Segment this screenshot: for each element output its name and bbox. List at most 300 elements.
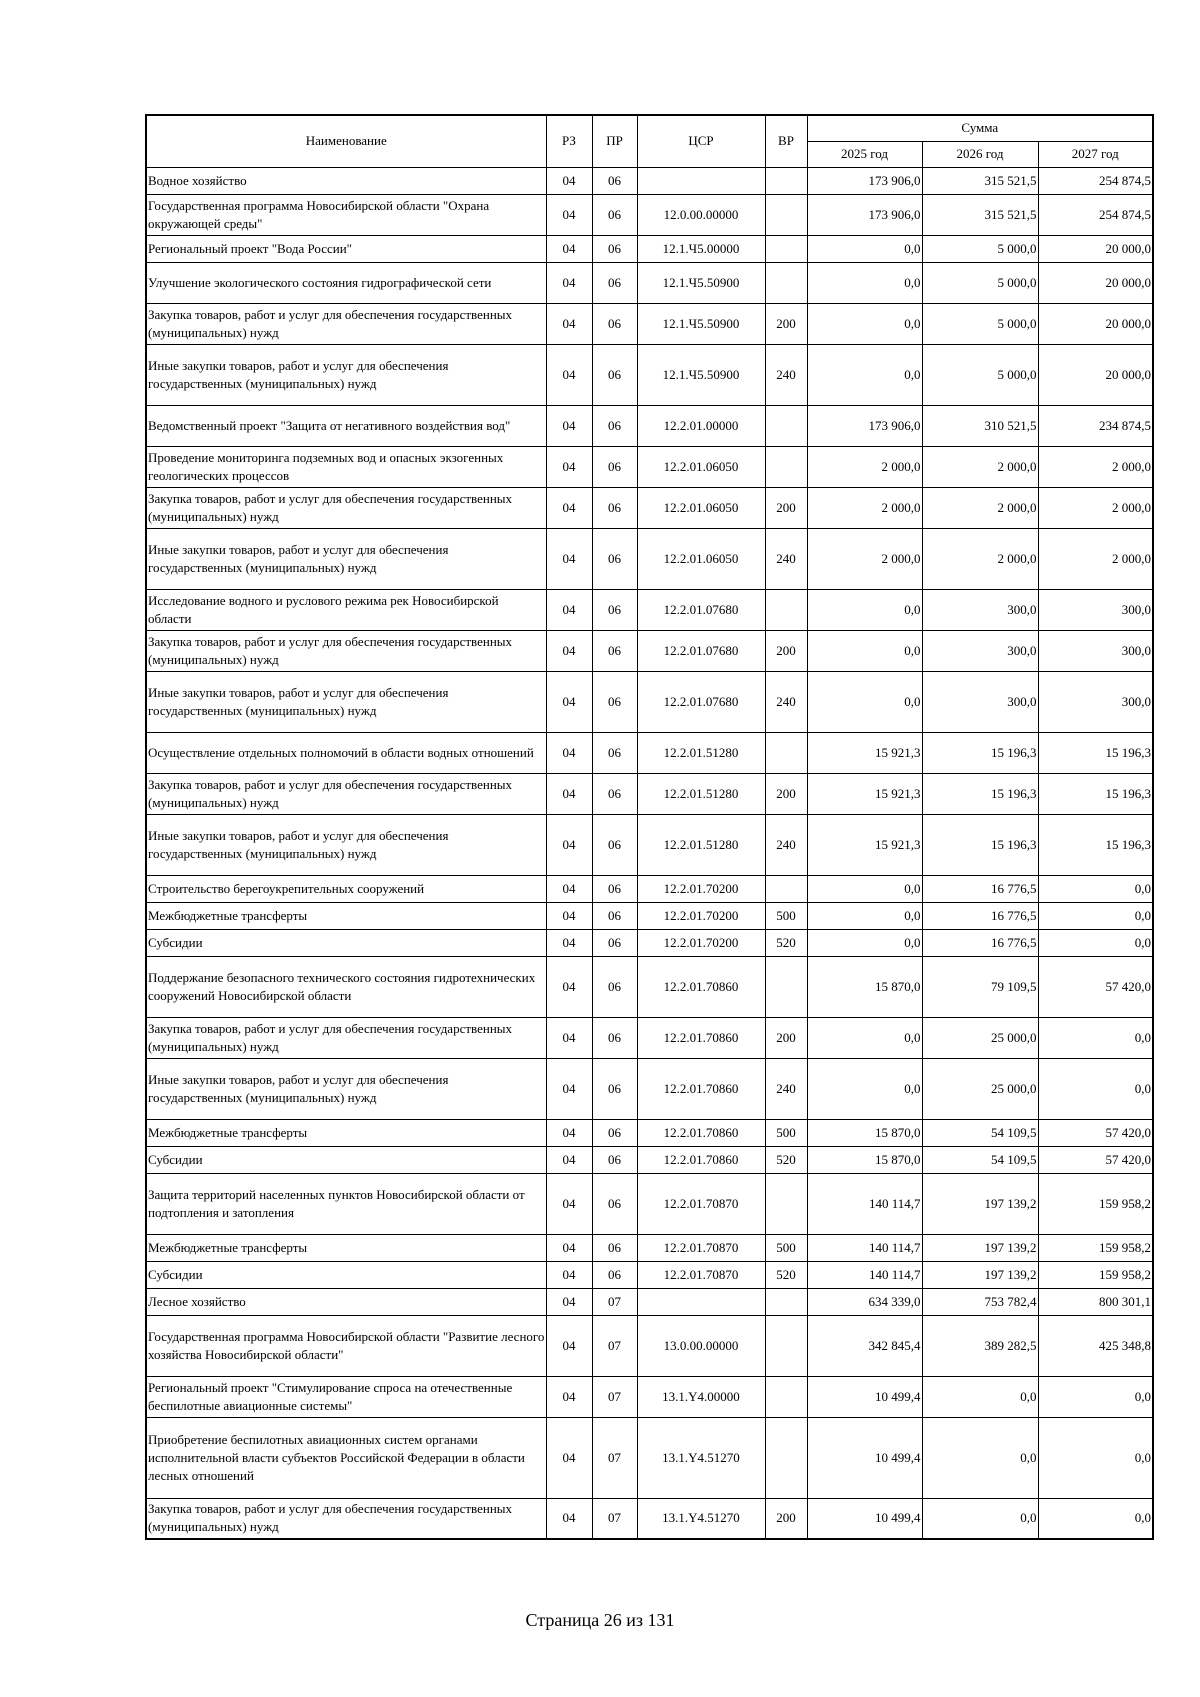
cell-rz: 04 [546, 929, 592, 956]
table-row [146, 446, 1153, 487]
cell-name: Региональный проект "Вода России" [146, 235, 546, 262]
cell-vr: 240 [765, 671, 807, 732]
table-row [146, 814, 1153, 875]
cell-rz: 04 [546, 1058, 592, 1119]
cell-2026: 197 139,2 [922, 1261, 1038, 1288]
cell-vr [765, 405, 807, 446]
cell-2025: 173 906,0 [807, 167, 922, 194]
cell-pr: 06 [592, 167, 637, 194]
cell-pr: 06 [592, 1261, 637, 1288]
cell-2025: 0,0 [807, 344, 922, 405]
cell-2025: 2 000,0 [807, 446, 922, 487]
cell-csr: 12.2.01.70860 [637, 1146, 765, 1173]
cell-rz: 04 [546, 1288, 592, 1315]
cell-rz: 04 [546, 1261, 592, 1288]
cell-csr: 12.0.00.00000 [637, 194, 765, 235]
cell-rz: 04 [546, 167, 592, 194]
cell-csr: 12.2.01.70200 [637, 875, 765, 902]
cell-rz: 04 [546, 235, 592, 262]
cell-vr: 240 [765, 528, 807, 589]
cell-csr: 12.1.Ч5.50900 [637, 262, 765, 303]
cell-csr: 12.2.01.70870 [637, 1261, 765, 1288]
cell-pr: 06 [592, 235, 637, 262]
cell-name: Субсидии [146, 1261, 546, 1288]
cell-csr: 12.2.01.07680 [637, 630, 765, 671]
cell-vr [765, 1315, 807, 1376]
cell-pr: 06 [592, 1119, 637, 1146]
cell-2025: 0,0 [807, 303, 922, 344]
cell-2025: 0,0 [807, 1058, 922, 1119]
cell-name: Ведомственный проект "Защита от негативного воздействия вод" [146, 405, 546, 446]
cell-2027: 0,0 [1038, 1017, 1153, 1058]
cell-name: Закупка товаров, работ и услуг для обеспечения государственных (муниципальных) нужд [146, 773, 546, 814]
header-year-2025: 2025 год [807, 141, 922, 167]
cell-pr: 07 [592, 1498, 637, 1539]
cell-name: Поддержание безопасного технического состояния гидротехнических сооружений Новосибирской области [146, 956, 546, 1017]
cell-vr: 200 [765, 1498, 807, 1539]
cell-2026: 54 109,5 [922, 1146, 1038, 1173]
cell-pr: 06 [592, 528, 637, 589]
table-row [146, 528, 1153, 589]
cell-vr: 200 [765, 303, 807, 344]
cell-rz: 04 [546, 487, 592, 528]
cell-2027: 300,0 [1038, 630, 1153, 671]
cell-rz: 04 [546, 902, 592, 929]
table-row [146, 1376, 1153, 1417]
cell-csr: 13.1.Y4.51270 [637, 1498, 765, 1539]
cell-2025: 15 870,0 [807, 956, 922, 1017]
cell-name: Региональный проект "Стимулирование спроса на отечественные беспилотные авиационные системы" [146, 1376, 546, 1417]
cell-csr: 12.2.01.70860 [637, 1058, 765, 1119]
table-row [146, 1315, 1153, 1376]
cell-2026: 300,0 [922, 671, 1038, 732]
cell-2027: 57 420,0 [1038, 956, 1153, 1017]
cell-pr: 06 [592, 732, 637, 773]
cell-2026: 25 000,0 [922, 1058, 1038, 1119]
cell-rz: 04 [546, 344, 592, 405]
cell-rz: 04 [546, 732, 592, 773]
table-row [146, 875, 1153, 902]
cell-csr: 12.2.01.51280 [637, 732, 765, 773]
cell-rz: 04 [546, 630, 592, 671]
cell-name: Строительство берегоукрепительных сооружений [146, 875, 546, 902]
cell-csr: 12.2.01.00000 [637, 405, 765, 446]
cell-name: Лесное хозяйство [146, 1288, 546, 1315]
header-vr: ВР [765, 115, 807, 167]
cell-vr [765, 589, 807, 630]
cell-vr: 200 [765, 773, 807, 814]
table-row [146, 956, 1153, 1017]
cell-csr: 12.2.01.06050 [637, 528, 765, 589]
cell-2025: 0,0 [807, 589, 922, 630]
cell-vr: 200 [765, 1017, 807, 1058]
cell-csr: 12.1.Ч5.50900 [637, 344, 765, 405]
cell-2025: 15 921,3 [807, 814, 922, 875]
cell-2025: 0,0 [807, 929, 922, 956]
cell-2026: 15 196,3 [922, 732, 1038, 773]
table-row [146, 405, 1153, 446]
table-header [146, 115, 1153, 167]
cell-vr [765, 875, 807, 902]
cell-2027: 0,0 [1038, 902, 1153, 929]
cell-csr [637, 167, 765, 194]
table-row [146, 671, 1153, 732]
cell-2027: 800 301,1 [1038, 1288, 1153, 1315]
cell-csr: 13.0.00.00000 [637, 1315, 765, 1376]
cell-name: Исследование водного и руслового режима рек Новосибирской области [146, 589, 546, 630]
header-pr: ПР [592, 115, 637, 167]
cell-rz: 04 [546, 194, 592, 235]
cell-2027: 0,0 [1038, 1417, 1153, 1498]
cell-csr: 12.2.01.07680 [637, 671, 765, 732]
cell-vr [765, 1288, 807, 1315]
table-row [146, 1498, 1153, 1539]
table-row [146, 344, 1153, 405]
cell-name: Межбюджетные трансферты [146, 1234, 546, 1261]
cell-name: Иные закупки товаров, работ и услуг для обеспечения государственных (муниципальных) нужд [146, 671, 546, 732]
cell-2025: 0,0 [807, 630, 922, 671]
cell-rz: 04 [546, 262, 592, 303]
cell-name: Иные закупки товаров, работ и услуг для обеспечения государственных (муниципальных) нужд [146, 528, 546, 589]
cell-2026: 197 139,2 [922, 1173, 1038, 1234]
cell-pr: 07 [592, 1288, 637, 1315]
cell-2026: 5 000,0 [922, 262, 1038, 303]
cell-2026: 2 000,0 [922, 446, 1038, 487]
cell-pr: 06 [592, 487, 637, 528]
cell-pr: 07 [592, 1315, 637, 1376]
cell-2025: 634 339,0 [807, 1288, 922, 1315]
cell-csr: 12.2.01.70200 [637, 902, 765, 929]
cell-2026: 25 000,0 [922, 1017, 1038, 1058]
cell-2025: 15 921,3 [807, 773, 922, 814]
cell-2026: 315 521,5 [922, 167, 1038, 194]
cell-2027: 0,0 [1038, 1498, 1153, 1539]
cell-2027: 20 000,0 [1038, 303, 1153, 344]
cell-name: Иные закупки товаров, работ и услуг для обеспечения государственных (муниципальных) нужд [146, 1058, 546, 1119]
cell-2027: 300,0 [1038, 671, 1153, 732]
cell-2027: 0,0 [1038, 875, 1153, 902]
cell-2026: 2 000,0 [922, 487, 1038, 528]
table-row [146, 902, 1153, 929]
header-rz: РЗ [546, 115, 592, 167]
cell-rz: 04 [546, 1146, 592, 1173]
cell-pr: 06 [592, 1173, 637, 1234]
cell-2025: 0,0 [807, 262, 922, 303]
cell-pr: 06 [592, 589, 637, 630]
cell-csr: 12.2.01.06050 [637, 446, 765, 487]
cell-name: Субсидии [146, 929, 546, 956]
cell-vr [765, 167, 807, 194]
table-row [146, 732, 1153, 773]
cell-2026: 5 000,0 [922, 235, 1038, 262]
cell-2027: 20 000,0 [1038, 235, 1153, 262]
table-row [146, 194, 1153, 235]
cell-name: Межбюджетные трансферты [146, 902, 546, 929]
cell-pr: 06 [592, 814, 637, 875]
header-sum: Сумма [807, 115, 1153, 141]
cell-2025: 0,0 [807, 1017, 922, 1058]
cell-csr: 12.2.01.70870 [637, 1234, 765, 1261]
cell-2025: 15 870,0 [807, 1146, 922, 1173]
cell-name: Закупка товаров, работ и услуг для обеспечения государственных (муниципальных) нужд [146, 487, 546, 528]
cell-vr [765, 956, 807, 1017]
table-row [146, 773, 1153, 814]
cell-2026: 15 196,3 [922, 814, 1038, 875]
cell-name: Закупка товаров, работ и услуг для обеспечения государственных (муниципальных) нужд [146, 1498, 546, 1539]
cell-rz: 04 [546, 528, 592, 589]
cell-pr: 06 [592, 446, 637, 487]
cell-pr: 07 [592, 1417, 637, 1498]
cell-vr [765, 262, 807, 303]
cell-2025: 0,0 [807, 671, 922, 732]
cell-vr: 500 [765, 902, 807, 929]
cell-csr: 12.2.01.07680 [637, 589, 765, 630]
cell-2025: 140 114,7 [807, 1261, 922, 1288]
cell-2027: 20 000,0 [1038, 344, 1153, 405]
cell-pr: 06 [592, 1234, 637, 1261]
cell-2027: 300,0 [1038, 589, 1153, 630]
cell-csr: 12.1.Ч5.50900 [637, 303, 765, 344]
cell-pr: 06 [592, 405, 637, 446]
cell-2027: 425 348,8 [1038, 1315, 1153, 1376]
cell-rz: 04 [546, 1234, 592, 1261]
cell-2027: 0,0 [1038, 929, 1153, 956]
cell-name: Иные закупки товаров, работ и услуг для обеспечения государственных (муниципальных) нужд [146, 344, 546, 405]
header-name: Наименование [146, 115, 546, 167]
cell-2026: 300,0 [922, 589, 1038, 630]
cell-2025: 10 499,4 [807, 1498, 922, 1539]
cell-name: Государственная программа Новосибирской области "Охрана окружающей среды" [146, 194, 546, 235]
cell-2026: 5 000,0 [922, 344, 1038, 405]
cell-name: Закупка товаров, работ и услуг для обеспечения государственных (муниципальных) нужд [146, 303, 546, 344]
cell-vr: 200 [765, 487, 807, 528]
cell-vr: 240 [765, 344, 807, 405]
cell-2026: 79 109,5 [922, 956, 1038, 1017]
cell-2025: 173 906,0 [807, 194, 922, 235]
table-row [146, 1417, 1153, 1498]
cell-name: Приобретение беспилотных авиационных систем органами исполнительной власти субъектов Российской Федерации в области лесных отношений [146, 1417, 546, 1498]
cell-pr: 07 [592, 1376, 637, 1417]
cell-pr: 06 [592, 1017, 637, 1058]
cell-name: Государственная программа Новосибирской области "Развитие лесного хозяйства Новосибирской области" [146, 1315, 546, 1376]
cell-rz: 04 [546, 1017, 592, 1058]
cell-2025: 0,0 [807, 875, 922, 902]
cell-2027: 15 196,3 [1038, 732, 1153, 773]
cell-name: Осуществление отдельных полномочий в области водных отношений [146, 732, 546, 773]
cell-2027: 2 000,0 [1038, 446, 1153, 487]
cell-csr: 12.1.Ч5.00000 [637, 235, 765, 262]
page-number: Страница 26 из 131 [525, 1610, 675, 1630]
cell-2027: 234 874,5 [1038, 405, 1153, 446]
cell-2025: 10 499,4 [807, 1417, 922, 1498]
cell-2026: 310 521,5 [922, 405, 1038, 446]
cell-2026: 54 109,5 [922, 1119, 1038, 1146]
cell-2025: 15 870,0 [807, 1119, 922, 1146]
table-row [146, 589, 1153, 630]
cell-pr: 06 [592, 1058, 637, 1119]
cell-2026: 300,0 [922, 630, 1038, 671]
cell-vr [765, 732, 807, 773]
cell-2025: 0,0 [807, 902, 922, 929]
cell-2025: 15 921,3 [807, 732, 922, 773]
cell-2026: 16 776,5 [922, 929, 1038, 956]
cell-2027: 159 958,2 [1038, 1261, 1153, 1288]
table-row [146, 1119, 1153, 1146]
cell-2026: 315 521,5 [922, 194, 1038, 235]
cell-name: Закупка товаров, работ и услуг для обеспечения государственных (муниципальных) нужд [146, 1017, 546, 1058]
cell-2025: 140 114,7 [807, 1234, 922, 1261]
table-row [146, 1234, 1153, 1261]
table-row [146, 262, 1153, 303]
cell-2025: 0,0 [807, 235, 922, 262]
table-row [146, 1017, 1153, 1058]
cell-2027: 57 420,0 [1038, 1119, 1153, 1146]
table-row [146, 630, 1153, 671]
cell-2026: 0,0 [922, 1376, 1038, 1417]
cell-2025: 10 499,4 [807, 1376, 922, 1417]
header-year-2027: 2027 год [1038, 141, 1153, 167]
cell-2027: 20 000,0 [1038, 262, 1153, 303]
header-year-2026: 2026 год [922, 141, 1038, 167]
cell-pr: 06 [592, 956, 637, 1017]
cell-2026: 15 196,3 [922, 773, 1038, 814]
cell-csr: 12.2.01.70200 [637, 929, 765, 956]
cell-2025: 342 845,4 [807, 1315, 922, 1376]
cell-2025: 2 000,0 [807, 528, 922, 589]
cell-name: Субсидии [146, 1146, 546, 1173]
cell-rz: 04 [546, 875, 592, 902]
cell-vr [765, 1173, 807, 1234]
cell-pr: 06 [592, 262, 637, 303]
table-row [146, 303, 1153, 344]
cell-2027: 15 196,3 [1038, 814, 1153, 875]
cell-vr: 240 [765, 1058, 807, 1119]
table-row [146, 167, 1153, 194]
cell-name: Иные закупки товаров, работ и услуг для обеспечения государственных (муниципальных) нужд [146, 814, 546, 875]
cell-pr: 06 [592, 344, 637, 405]
cell-name: Защита территорий населенных пунктов Новосибирской области от подтопления и затопления [146, 1173, 546, 1234]
cell-rz: 04 [546, 303, 592, 344]
cell-pr: 06 [592, 671, 637, 732]
cell-2026: 389 282,5 [922, 1315, 1038, 1376]
cell-2027: 57 420,0 [1038, 1146, 1153, 1173]
table-row [146, 1173, 1153, 1234]
cell-2027: 254 874,5 [1038, 167, 1153, 194]
cell-csr: 12.2.01.06050 [637, 487, 765, 528]
cell-csr: 12.2.01.70860 [637, 1119, 765, 1146]
table-row [146, 929, 1153, 956]
cell-2027: 159 958,2 [1038, 1234, 1153, 1261]
table-row [146, 1146, 1153, 1173]
cell-vr [765, 1417, 807, 1498]
table-row [146, 235, 1153, 262]
table-row [146, 1261, 1153, 1288]
cell-rz: 04 [546, 1119, 592, 1146]
cell-2026: 753 782,4 [922, 1288, 1038, 1315]
cell-vr [765, 194, 807, 235]
cell-2027: 2 000,0 [1038, 528, 1153, 589]
cell-2026: 0,0 [922, 1498, 1038, 1539]
cell-vr: 240 [765, 814, 807, 875]
cell-csr: 12.2.01.70870 [637, 1173, 765, 1234]
cell-csr: 12.2.01.51280 [637, 773, 765, 814]
cell-2026: 0,0 [922, 1417, 1038, 1498]
cell-2027: 254 874,5 [1038, 194, 1153, 235]
cell-vr: 520 [765, 929, 807, 956]
cell-pr: 06 [592, 194, 637, 235]
cell-csr: 13.1.Y4.00000 [637, 1376, 765, 1417]
cell-rz: 04 [546, 1498, 592, 1539]
cell-2026: 5 000,0 [922, 303, 1038, 344]
cell-pr: 06 [592, 875, 637, 902]
cell-rz: 04 [546, 405, 592, 446]
cell-csr: 13.1.Y4.51270 [637, 1417, 765, 1498]
cell-rz: 04 [546, 814, 592, 875]
cell-rz: 04 [546, 1376, 592, 1417]
cell-vr [765, 1376, 807, 1417]
cell-vr [765, 446, 807, 487]
cell-vr: 520 [765, 1261, 807, 1288]
cell-rz: 04 [546, 773, 592, 814]
cell-pr: 06 [592, 1146, 637, 1173]
cell-name: Улучшение экологического состояния гидрографической сети [146, 262, 546, 303]
cell-vr: 520 [765, 1146, 807, 1173]
cell-pr: 06 [592, 630, 637, 671]
cell-name: Закупка товаров, работ и услуг для обеспечения государственных (муниципальных) нужд [146, 630, 546, 671]
cell-2027: 159 958,2 [1038, 1173, 1153, 1234]
cell-2027: 0,0 [1038, 1376, 1153, 1417]
cell-csr: 12.2.01.70860 [637, 1017, 765, 1058]
table-body [146, 167, 1153, 1539]
cell-vr: 500 [765, 1119, 807, 1146]
cell-rz: 04 [546, 1173, 592, 1234]
cell-pr: 06 [592, 929, 637, 956]
cell-2026: 16 776,5 [922, 875, 1038, 902]
table-row [146, 1288, 1153, 1315]
cell-name: Водное хозяйство [146, 167, 546, 194]
cell-2027: 2 000,0 [1038, 487, 1153, 528]
cell-rz: 04 [546, 1417, 592, 1498]
cell-2026: 2 000,0 [922, 528, 1038, 589]
cell-pr: 06 [592, 902, 637, 929]
cell-vr: 500 [765, 1234, 807, 1261]
cell-2025: 2 000,0 [807, 487, 922, 528]
cell-csr [637, 1288, 765, 1315]
cell-vr: 200 [765, 630, 807, 671]
cell-2026: 197 139,2 [922, 1234, 1038, 1261]
cell-vr [765, 235, 807, 262]
cell-rz: 04 [546, 1315, 592, 1376]
cell-csr: 12.2.01.70860 [637, 956, 765, 1017]
budget-table [145, 114, 1154, 1540]
header-csr: ЦСР [637, 115, 765, 167]
cell-csr: 12.2.01.51280 [637, 814, 765, 875]
cell-rz: 04 [546, 956, 592, 1017]
cell-pr: 06 [592, 303, 637, 344]
cell-2027: 0,0 [1038, 1058, 1153, 1119]
cell-2026: 16 776,5 [922, 902, 1038, 929]
cell-rz: 04 [546, 589, 592, 630]
cell-rz: 04 [546, 446, 592, 487]
cell-rz: 04 [546, 671, 592, 732]
cell-pr: 06 [592, 773, 637, 814]
cell-2025: 140 114,7 [807, 1173, 922, 1234]
cell-name: Межбюджетные трансферты [146, 1119, 546, 1146]
table-row [146, 1058, 1153, 1119]
cell-2025: 173 906,0 [807, 405, 922, 446]
cell-name: Проведение мониторинга подземных вод и опасных экзогенных геологических процессов [146, 446, 546, 487]
table-row [146, 487, 1153, 528]
